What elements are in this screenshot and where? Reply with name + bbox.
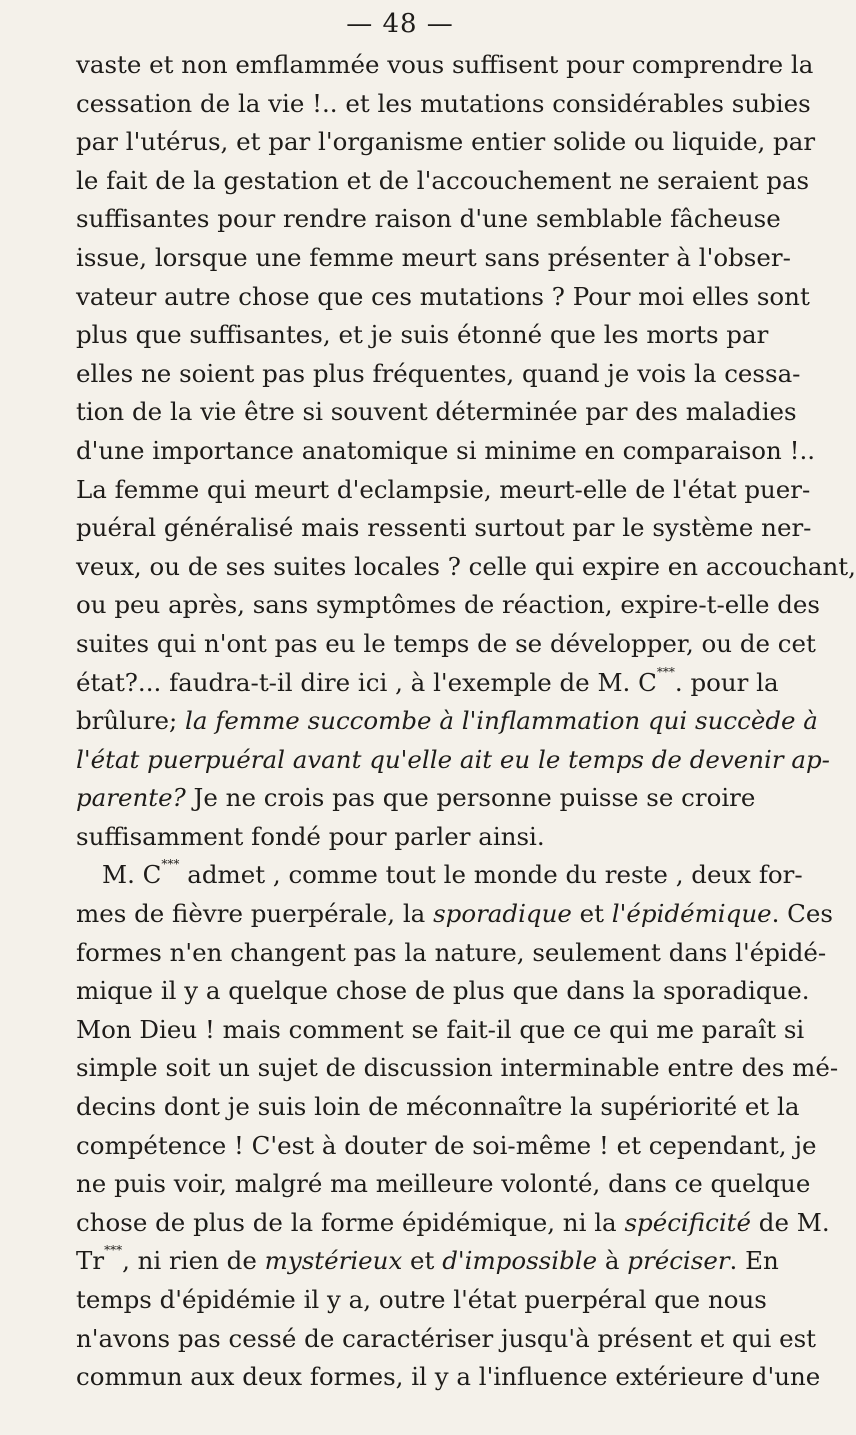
text-line <box>76 200 781 239</box>
text-line <box>76 85 811 124</box>
text-line <box>76 355 801 394</box>
text-segment: cessation de la vie !.. et les mutations considérables subies <box>76 88 811 118</box>
text-line <box>76 1320 817 1359</box>
text-segment: par l'utérus, et par l'organisme entier solide ou liquide, par <box>76 127 816 157</box>
text-line <box>76 1358 821 1397</box>
text-line <box>76 972 810 1011</box>
text-segment: . pour la <box>674 667 779 697</box>
text-segment: ou peu après, sans symptômes de réaction, expire-t-elle des <box>76 590 821 620</box>
superscript-marker: *** <box>161 857 180 872</box>
text-line <box>76 1088 800 1127</box>
italic-text: la femme succombe à l'inflammation qui succède à <box>185 706 818 736</box>
text-line <box>76 123 816 162</box>
text-line <box>76 316 769 355</box>
text-segment: temps d'épidémie il y a, outre l'état puerpéral que nous <box>76 1285 767 1314</box>
text-line <box>76 1011 805 1050</box>
italic-text: l'épidémique <box>611 899 772 929</box>
text-line <box>76 471 811 510</box>
text-segment: simple soit un sujet de discussion interminable entre des mé- <box>76 1053 839 1083</box>
text-line <box>76 1127 817 1166</box>
text-line <box>76 393 797 432</box>
text-line <box>76 779 756 818</box>
text-segment: état?... faudra-t-il dire ici , à l'exemple de M. C <box>76 667 657 697</box>
text-segment: suites qui n'ont pas eu le temps de se développer, ou de cet <box>76 628 816 658</box>
text-line <box>76 702 818 741</box>
text-segment: de M. <box>751 1207 830 1237</box>
text-segment: Mon Dieu ! mais comment se fait-il que ce qui me paraît si <box>76 1014 805 1044</box>
text-line <box>76 509 812 548</box>
text-segment: M. C <box>102 860 162 890</box>
text-segment: et <box>402 1246 443 1276</box>
text-segment: formes n'en changent pas la nature, seulement dans l'épidé- <box>76 937 827 967</box>
text-line <box>76 741 830 780</box>
text-line <box>76 46 814 85</box>
italic-text: parente? <box>76 783 186 813</box>
text-segment: Je ne crois pas que personne puisse se croire <box>185 783 756 813</box>
text-segment: vaste et non emflammée vous suffisent pour comprendre la <box>76 50 814 79</box>
text-line <box>76 1204 830 1243</box>
italic-text: l'état puerpuéral avant qu'elle ait eu le temps de devenir ap- <box>76 744 830 774</box>
text-line <box>76 1165 811 1204</box>
text-segment: mes de fièvre puerpérale, la <box>76 899 434 929</box>
text-segment: à <box>597 1246 628 1276</box>
text-line <box>76 934 827 973</box>
text-segment: . En <box>729 1246 779 1276</box>
text-line <box>76 586 821 625</box>
text-line <box>76 856 803 895</box>
italic-text: d'impossible <box>442 1246 598 1276</box>
paragraph <box>76 856 839 1396</box>
text-segment: suffisantes pour rendre raison d'une semblable fâcheuse <box>76 204 781 234</box>
text-segment: elles ne soient pas plus fréquentes, quand je vois la cessa- <box>76 358 801 388</box>
superscript-marker: *** <box>656 664 675 679</box>
text-segment: puéral généralisé mais ressenti surtout par le système ner- <box>76 513 812 543</box>
text-line <box>76 278 810 317</box>
text-line <box>76 548 856 587</box>
text-segment: Tr <box>76 1246 105 1276</box>
text-segment: brûlure; <box>76 706 186 736</box>
text-segment: La femme qui meurt d'eclampsie, meurt-elle de l'état puer- <box>76 474 811 504</box>
text-segment: mique il y a quelque chose de plus que dans la sporadique. <box>76 976 810 1006</box>
text-line <box>76 1049 839 1088</box>
body-text <box>76 46 856 1397</box>
text-line <box>76 625 816 664</box>
italic-text: mystérieux <box>264 1246 403 1276</box>
text-line <box>76 1242 779 1281</box>
text-segment: ne puis voir, malgré ma meilleure volonté, dans ce quelque <box>76 1169 811 1199</box>
italic-text: sporadique <box>433 899 572 929</box>
text-line <box>76 895 834 934</box>
text-segment: , ni rien de <box>122 1246 265 1276</box>
text-segment: et <box>571 899 612 929</box>
text-segment: vateur autre chose que ces mutations ? Pour moi elles sont <box>76 281 810 311</box>
paragraph <box>76 46 856 856</box>
text-segment: suffisamment fondé pour parler ainsi. <box>76 821 545 851</box>
text-segment: issue, lorsque une femme meurt sans présenter à l'obser- <box>76 242 791 272</box>
text-line <box>76 818 728 857</box>
text-segment: chose de plus de la forme épidémique, ni la <box>76 1207 625 1237</box>
text-segment: plus que suffisantes, et je suis étonné que les morts par <box>76 320 769 350</box>
text-line <box>76 162 810 201</box>
italic-text: spécificité <box>624 1207 751 1237</box>
text-segment: admet , comme tout le monde du reste , deux for- <box>179 860 803 890</box>
text-segment: compétence ! C'est à douter de soi-même ! et cependant, je <box>76 1130 817 1160</box>
text-segment: d'une importance anatomique si minime en comparaison !.. <box>76 435 816 465</box>
text-line <box>76 664 779 703</box>
page-number: — 48 — <box>346 9 454 39</box>
text-line <box>76 432 816 471</box>
text-segment: tion de la vie être si souvent déterminée par des maladies <box>76 397 797 427</box>
text-segment: n'avons pas cessé de caractériser jusqu'à présent et qui est <box>76 1323 817 1353</box>
superscript-marker: *** <box>104 1243 123 1258</box>
text-segment: . Ces <box>771 899 834 929</box>
text-line <box>76 239 791 278</box>
text-segment: commun aux deux formes, il y a l'influence extérieure d'une <box>76 1362 821 1392</box>
text-segment: decins dont je suis loin de méconnaître la supériorité et la <box>76 1092 800 1122</box>
text-line <box>76 1281 767 1320</box>
text-segment: le fait de la gestation et de l'accouchement ne seraient pas <box>76 165 810 195</box>
text-segment: veux, ou de ses suites locales ? celle qui expire en accouchant, <box>76 551 856 581</box>
italic-text: préciser <box>627 1246 730 1276</box>
